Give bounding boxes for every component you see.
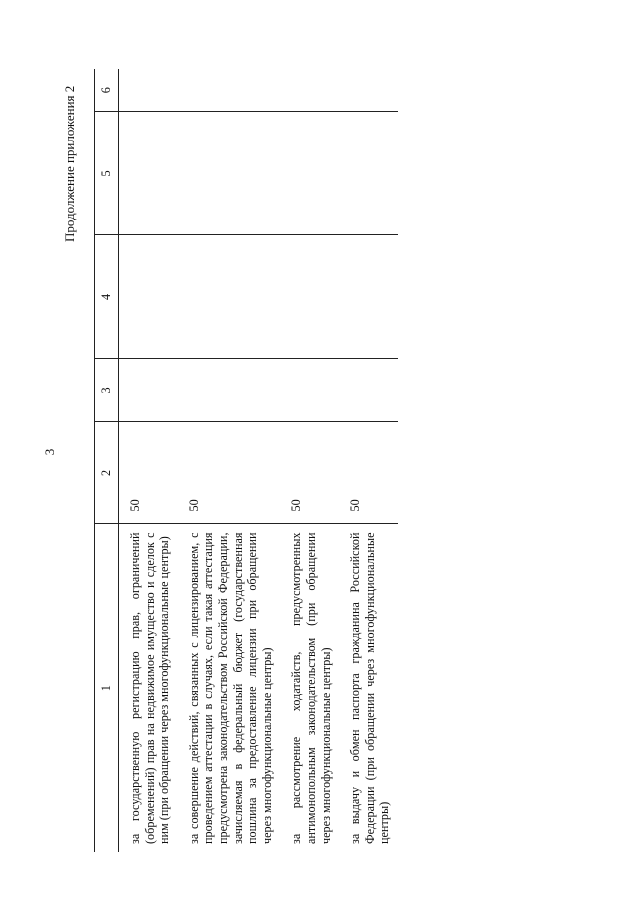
column-header: 6 [95, 69, 119, 112]
table-row [280, 69, 339, 852]
continuation-label: Продолжение приложения 2 [62, 85, 77, 242]
table-header-row [95, 69, 119, 852]
fee-table [94, 69, 398, 852]
fee-value: 50 [178, 422, 281, 524]
fee-description: за государственную регистрацию прав, ограничений (обременений) прав на недвижимое имущество и сделок с ним (при обращении через многофункциональные центры) [119, 524, 178, 852]
empty-cell [178, 69, 281, 112]
table-row [339, 69, 398, 852]
empty-cell [339, 69, 398, 112]
empty-cell [339, 359, 398, 422]
column-header: 3 [95, 359, 119, 422]
fee-value: 50 [339, 422, 398, 524]
empty-cell [280, 69, 339, 112]
empty-cell [339, 112, 398, 235]
empty-cell [178, 235, 281, 359]
page-number: 3 [42, 448, 57, 456]
empty-cell [119, 235, 178, 359]
empty-cell [178, 359, 281, 422]
empty-cell [178, 112, 281, 235]
column-header: 4 [95, 235, 119, 359]
empty-cell [280, 359, 339, 422]
fee-value: 50 [119, 422, 178, 524]
empty-cell [119, 69, 178, 112]
column-header: 5 [95, 112, 119, 235]
fee-description: за совершение действий, связанных с лицензированием, с проведением аттестации в случаях, если такая аттестация предусмотрена законодательством Российской Федерации, зачисляемая в федеральный бюджет (государственная пошлина за предоставление лицензии при обращении через многофункциональные центры) [178, 524, 281, 852]
column-header: 2 [95, 422, 119, 524]
fee-description: за выдачу и обмен паспорта гражданина Российской Федерации (при обращении через многофункциональные центры) [339, 524, 398, 852]
empty-cell [119, 359, 178, 422]
table-row [119, 69, 178, 852]
table-row [178, 69, 281, 852]
empty-cell [119, 112, 178, 235]
fee-value: 50 [280, 422, 339, 524]
column-header: 1 [95, 524, 119, 852]
empty-cell [280, 235, 339, 359]
empty-cell [280, 112, 339, 235]
empty-cell [339, 235, 398, 359]
fee-description: за рассмотрение ходатайств, предусмотренных антимонопольным законодательством (при обращении через многофункциональные центры) [280, 524, 339, 852]
